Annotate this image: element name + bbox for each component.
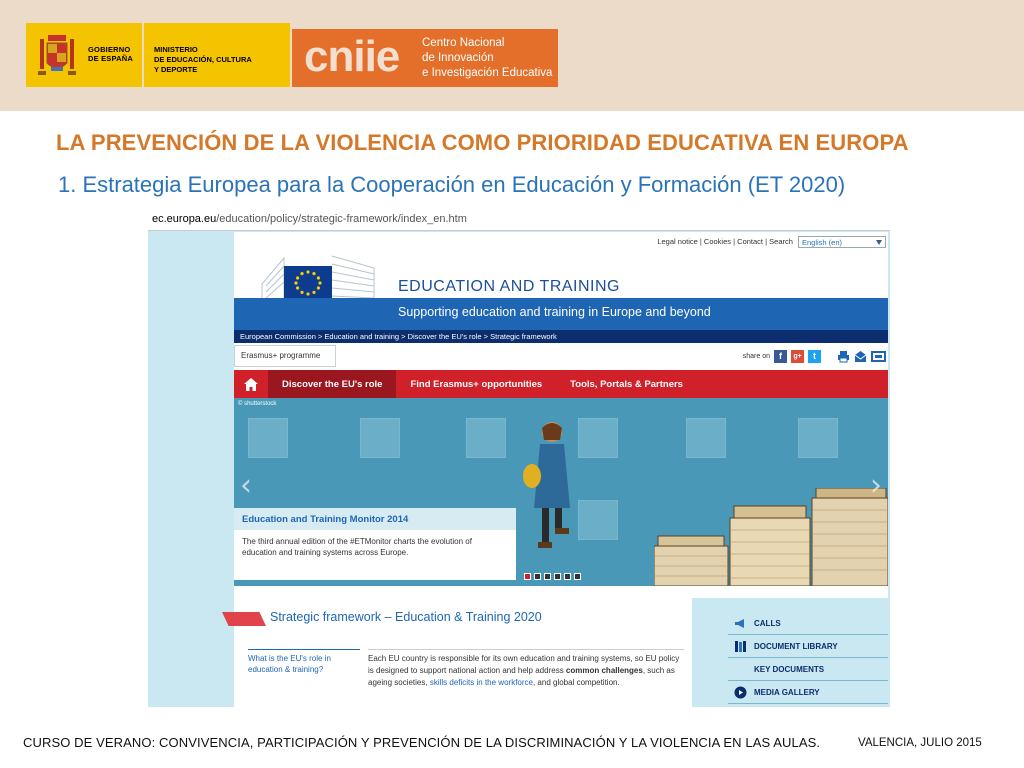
slide-caption[interactable] bbox=[234, 508, 516, 580]
section-tag-icon bbox=[222, 612, 266, 626]
url-domain: ec.europa.eu bbox=[152, 213, 217, 225]
carousel-dot[interactable] bbox=[574, 573, 581, 580]
cniie-line-2: de Innovación bbox=[422, 52, 494, 64]
website-screenshot bbox=[148, 210, 890, 707]
cniie-line-1: Centro Nacional bbox=[422, 37, 505, 49]
cniie-logo bbox=[292, 29, 558, 87]
print-icon[interactable] bbox=[837, 350, 850, 363]
presentation-icon bbox=[686, 418, 726, 458]
cniie-line-3: e Investigación Educativa bbox=[422, 67, 553, 79]
carousel-prev-arrow-icon[interactable]: ‹ bbox=[240, 468, 252, 503]
twitter-icon[interactable]: t bbox=[808, 350, 821, 363]
top-links: Legal notice | Cookies | Contact | Search English (en) bbox=[657, 236, 886, 248]
home-button[interactable] bbox=[234, 370, 268, 398]
facebook-icon[interactable]: f bbox=[774, 350, 787, 363]
megaphone-icon bbox=[734, 617, 747, 630]
main-nav bbox=[234, 370, 888, 398]
coat-of-arms-icon bbox=[36, 31, 78, 79]
nav-tools-portals[interactable]: Tools, Portals & Partners bbox=[570, 378, 683, 390]
image-credit: © shutterstock bbox=[238, 401, 277, 407]
carousel-next-arrow-icon[interactable]: › bbox=[870, 468, 882, 503]
cniie-wordmark: cniie bbox=[304, 32, 400, 81]
science-icon bbox=[798, 418, 838, 458]
footer-place-date: VALENCIA, JULIO 2015 bbox=[858, 737, 982, 749]
eu-role-question[interactable]: What is the EU's role in education & training? bbox=[248, 649, 360, 675]
rss-icon[interactable] bbox=[871, 350, 886, 363]
ministerio-line-1: MINISTERIO bbox=[154, 45, 198, 54]
caption-text: The third annual edition of the #ETMonitor charts the evolution of education and training systems across Europe. bbox=[242, 537, 472, 557]
footer-course: CURSO DE VERANO: CONVIVENCIA, PARTICIPACIÓN Y PREVENCIÓN DE LA DISCRIMINACIÓN Y LA VIOLENCIA EN LAS AULAS. bbox=[23, 735, 821, 750]
share-label: share on bbox=[742, 352, 770, 360]
carousel-dot[interactable] bbox=[534, 573, 541, 580]
share-bar bbox=[743, 346, 886, 366]
header-banner bbox=[0, 0, 1024, 111]
address-bar[interactable] bbox=[148, 210, 890, 231]
legal-notice-link[interactable]: Legal notice bbox=[657, 236, 698, 246]
classroom-icon bbox=[360, 418, 400, 458]
url-path: /education/policy/strategic-framework/index_en.htm bbox=[216, 213, 467, 225]
search-link[interactable]: Search bbox=[769, 236, 793, 246]
breadcrumb[interactable]: European Commission > Education and training > Discover the EU's role > Strategic framework bbox=[234, 330, 888, 343]
strategic-framework-panel bbox=[234, 598, 692, 707]
home-icon bbox=[244, 378, 258, 391]
books-icon bbox=[734, 640, 747, 653]
document-library-link[interactable]: DOCUMENT LIBRARY bbox=[728, 635, 888, 658]
carousel-dots bbox=[524, 573, 581, 580]
erasmus-programme-link[interactable]: Erasmus+ programme bbox=[234, 345, 336, 367]
tagline-bar bbox=[234, 298, 888, 330]
eu-flag-icon bbox=[284, 266, 332, 300]
hero-carousel[interactable] bbox=[234, 398, 888, 586]
teacher-board-icon bbox=[248, 418, 288, 458]
site-section-title: EDUCATION AND TRAINING bbox=[398, 278, 620, 295]
slide-title: LA PREVENCIÓN DE LA VIOLENCIA COMO PRIORIDAD EDUCATIVA EN EUROPA bbox=[56, 130, 909, 155]
framework-paragraph: Each EU country is responsible for its own education and training systems, so EU policy is designed to support national action and help address common challenges, such as ageing societies, skills deficits in the workforce, and global competition. bbox=[368, 649, 684, 689]
carousel-dot[interactable] bbox=[554, 573, 561, 580]
slide-subtitle: 1. Estrategia Europea para la Cooperación en Educación y Formación (ET 2020) bbox=[58, 172, 846, 197]
google-plus-icon[interactable]: g+ bbox=[791, 350, 804, 363]
framework-title: Strategic framework – Education & Training 2020 bbox=[270, 610, 542, 624]
media-gallery-link[interactable]: MEDIA GALLERY bbox=[728, 681, 888, 704]
carousel-dot[interactable] bbox=[544, 573, 551, 580]
gobierno-line-2: DE ESPAÑA bbox=[88, 54, 134, 63]
gobierno-logo bbox=[26, 23, 142, 87]
skills-deficits-link[interactable]: skills deficits in the workforce bbox=[429, 678, 533, 687]
caption-title[interactable]: Education and Training Monitor 2014 bbox=[234, 508, 516, 530]
nav-find-erasmus[interactable]: Find Erasmus+ opportunities bbox=[410, 378, 543, 390]
play-icon bbox=[734, 686, 747, 699]
email-icon[interactable] bbox=[854, 350, 867, 363]
side-links bbox=[728, 612, 888, 704]
nav-discover-eu-role[interactable]: Discover the EU's role bbox=[268, 370, 396, 398]
calls-link[interactable]: CALLS bbox=[728, 612, 888, 635]
ec-website bbox=[234, 232, 888, 707]
computer-icon bbox=[466, 418, 506, 458]
lower-content bbox=[234, 598, 888, 707]
key-documents-link[interactable]: KEY DOCUMENTS bbox=[728, 658, 888, 681]
contact-link[interactable]: Contact bbox=[737, 236, 764, 246]
ministerio-line-3: Y DEPORTE bbox=[154, 65, 198, 74]
site-tagline: Supporting education and training in Europe and beyond bbox=[398, 305, 711, 319]
girl-on-books-image bbox=[512, 418, 592, 568]
gobierno-line-1: GOBIERNO bbox=[88, 45, 131, 54]
carousel-dot[interactable] bbox=[524, 573, 531, 580]
language-select[interactable]: English (en) bbox=[798, 236, 886, 248]
book-stacks-image bbox=[654, 488, 888, 586]
carousel-dot[interactable] bbox=[564, 573, 571, 580]
ministerio-line-2: DE EDUCACIÓN, CULTURA bbox=[154, 55, 252, 64]
ministerio-logo bbox=[144, 23, 290, 87]
cookies-link[interactable]: Cookies bbox=[703, 236, 732, 246]
